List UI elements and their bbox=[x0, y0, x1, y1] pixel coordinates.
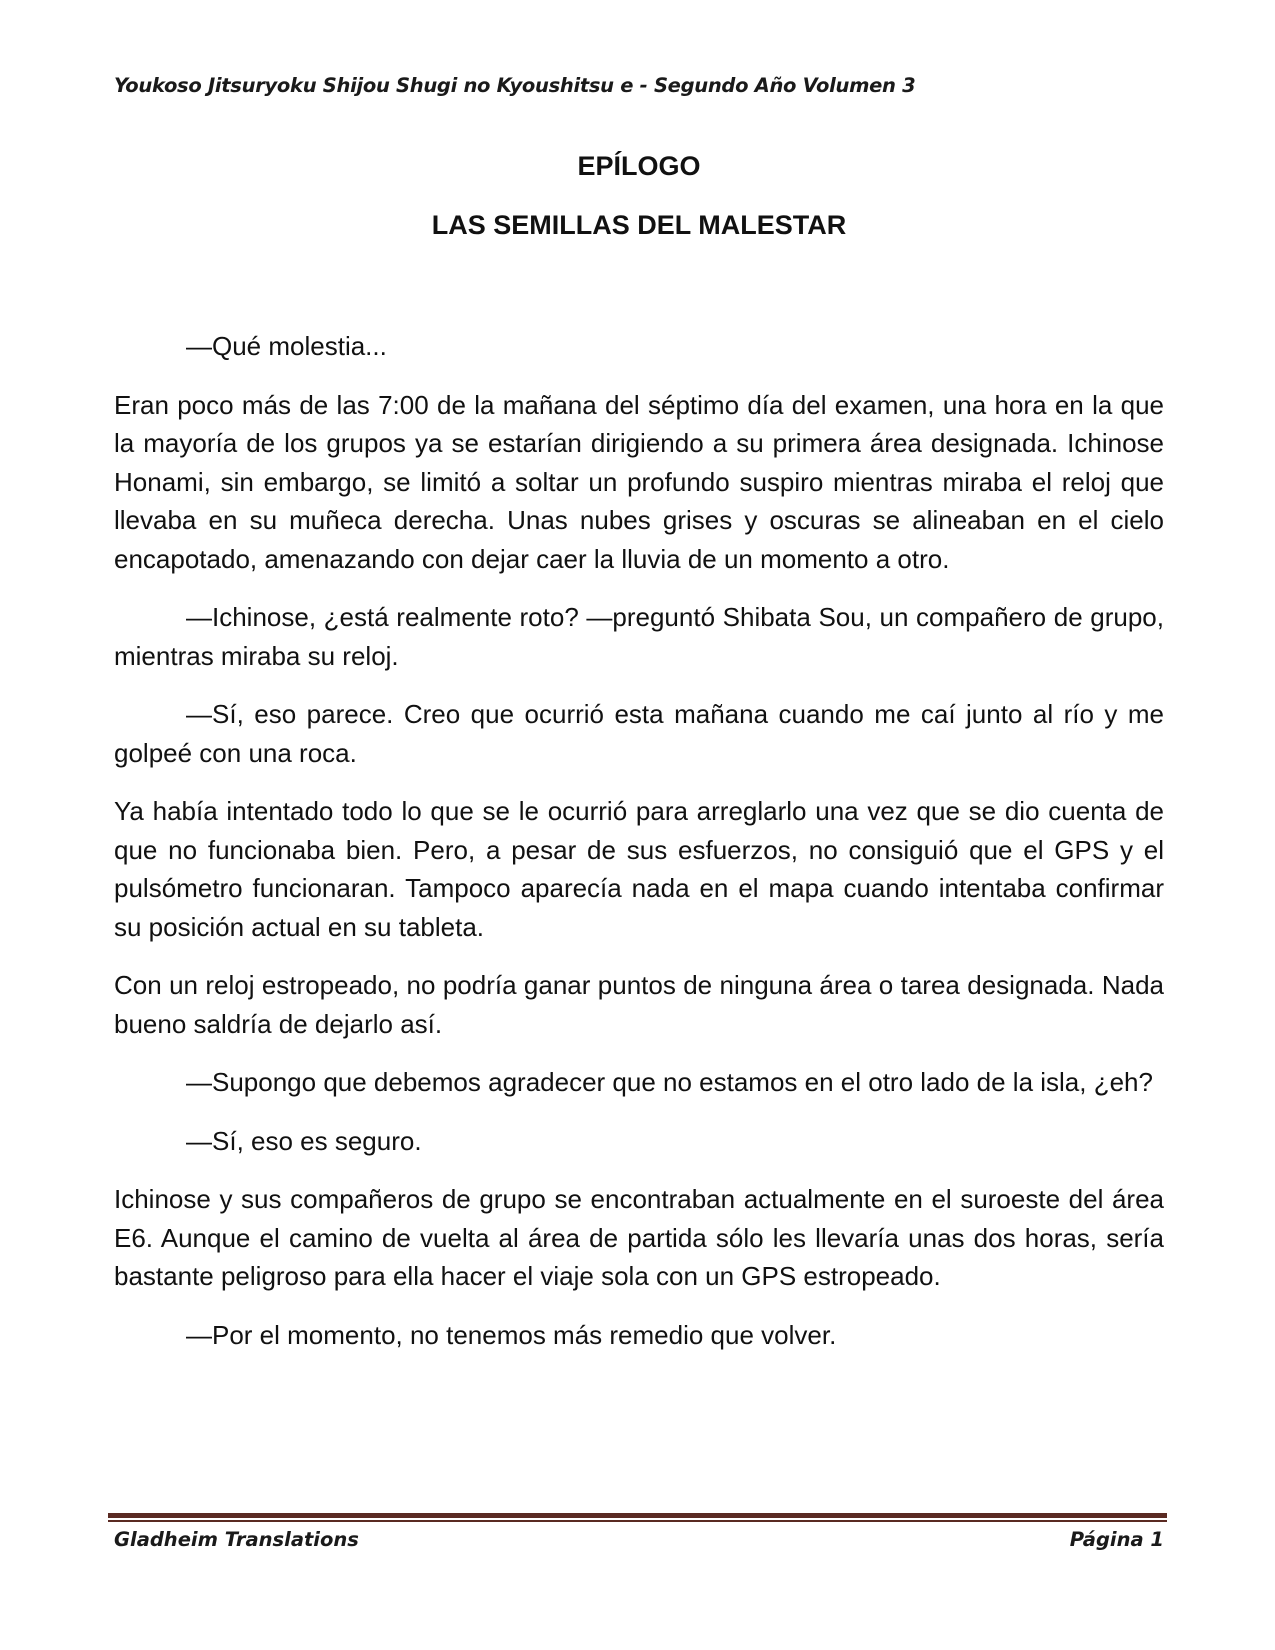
footer-divider-thick bbox=[108, 1513, 1167, 1518]
paragraph-3: —Ichinose, ¿está realmente roto? —preguntó Shibata Sou, un compañero de grupo, mientras miraba su reloj. bbox=[114, 602, 1164, 671]
chapter-body bbox=[114, 327, 1164, 1374]
paragraph-5: Ya había intentado todo lo que se le ocurrió para arreglarlo una vez que se dio cuenta de que no funcionaba bien. Pero, a pesar de sus esfuerzos, no consiguió que el GPS y el pulsómetro funcionaran. Tampoco aparecía nada en el mapa cuando intentaba confirmar su posición actual en su tableta. bbox=[114, 796, 1164, 942]
footer-page-number: Página 1 bbox=[1069, 1528, 1164, 1551]
paragraph-8: —Sí, eso es seguro. bbox=[186, 1125, 422, 1156]
paragraph-10: —Por el momento, no tenemos más remedio que volver. bbox=[186, 1319, 837, 1350]
footer-divider-thin bbox=[108, 1520, 1167, 1522]
paragraph-4: —Sí, eso parece. Creo que ocurrió esta mañana cuando me caí junto al río y me golpeé con una roca. bbox=[114, 699, 1164, 768]
chapter-label: EPÍLOGO bbox=[577, 151, 701, 181]
paragraph-7: —Supongo que debemos agradecer que no estamos en el otro lado de la isla, ¿eh? bbox=[186, 1067, 1153, 1097]
chapter-title: LAS SEMILLAS DEL MALESTAR bbox=[431, 210, 847, 240]
footer-publisher: Gladheim Translations bbox=[114, 1528, 359, 1551]
running-header: Youkoso Jitsuryoku Shijou Shugi no Kyoushitsu e - Segundo Año Volumen 3 bbox=[114, 74, 916, 97]
paragraph-9: Ichinose y sus compañeros de grupo se encontraban actualmente en el suroeste del área E6. Aunque el camino de vuelta al área de partida sólo les llevaría unas dos horas, sería bastante peligroso para ella hacer el viaje sola con un GPS estropeado. bbox=[114, 1184, 1164, 1291]
paragraph-1: —Qué molestia... bbox=[186, 331, 387, 361]
paragraph-6: Con un reloj estropeado, no podría ganar puntos de ninguna área o tarea designada. Nada bueno saldría de dejarlo así. bbox=[114, 970, 1164, 1039]
paragraph-2: Eran poco más de las 7:00 de la mañana del séptimo día del examen, una hora en la que la mayoría de los grupos ya se estarían dirigiendo a su primera área designada. Ichinose Honami, sin embargo, se limitó a soltar un profundo suspiro mientras miraba el reloj que llevaba en su muñeca derecha. Unas nubes grises y oscuras se alineaban en el cielo encapotado, amenazando con dejar caer la lluvia de un momento a otro. bbox=[114, 389, 1164, 574]
